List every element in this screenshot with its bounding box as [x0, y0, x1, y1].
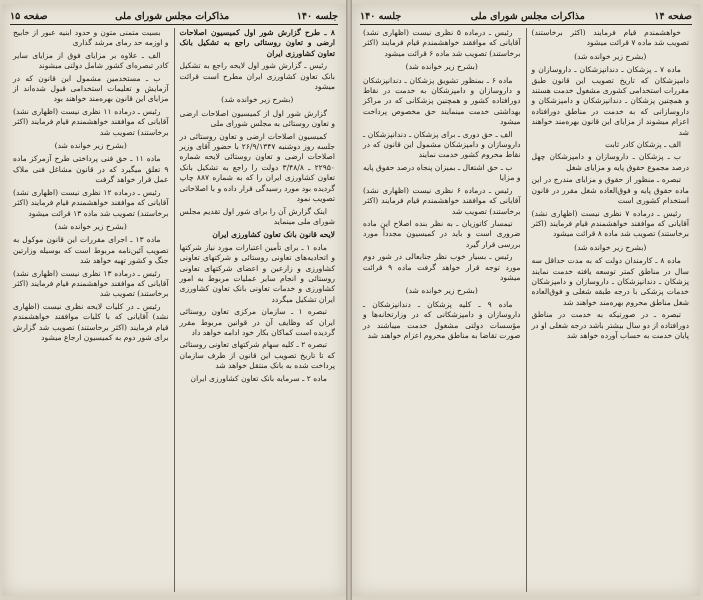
paragraph: ماده ۱ ـ برای تأمین اعتبارات مورد نیاز شرکتها و اتحادیه‌های تعاونی روستائی و شرکتهای تعاونی کشاورزی و زارعین و اعضای شرکتهای تعاونی روستائی و انجام سایر عملیات مربوط به امور کشاورزی و خدمات تعاونی بانک تعاون کشاورزی ایران تشکیل میگردد — [179, 242, 335, 304]
paragraph: رئیس ـ درماده ۱۲ نظری نیست (اظهاری نشد) آقایانی که موافقند خواهشمندم قیام فرمایند (اکثر برخاستند) تصویب شد ماده ۱۳ قرائت میشود — [13, 187, 169, 218]
paragraph: تیمسار کاتوزیان ـ به نظر بنده اصلاح این ماده ضروری است و باید در کمیسیون مجدداً مورد بررسی قرار گیرد — [363, 218, 521, 249]
paragraph: ماده ۸ ـ کارمندان دولت که به مدت حداقل سه سال در مناطق کمتر توسعه یافته خدمت نمایند پزشکان ـ دندانپزشکان ـ داروسازان و دامپزشکان خدمات پزشکی با درجه طبقه شغلی و فوق‌العاده شغل مناطق محروم بهره‌مند خواهند شد — [531, 256, 689, 307]
stage-direction: (بشرح زیر خوانده شد) — [574, 242, 647, 252]
stage-direction: (بشرح زیر خوانده شد) — [405, 62, 478, 72]
paragraph: الف ـ پزشکان کادر ثابت — [605, 140, 681, 150]
paragraph: تبصره ـ منظور از حقوق و مزایای مندرج در این ماده حقوق پایه و فوق‌العاده شغل مقرر در قانون استخدام کشوری است — [531, 175, 689, 206]
left-header-title: مذاکرات مجلس شورای ملی — [115, 10, 230, 22]
paragraph: لایحه قانون بانک تعاون کشاورزی ایران — [212, 230, 335, 240]
paragraph: ماده ۲ ـ سرمایه بانک تعاون کشاورزی ایران — [190, 373, 327, 383]
paragraph: رئیس ـ درماده ۱۳ نظری نیست (اظهاری نشد) آقایانی که موافقند خواهشمندم قیام فرمایند (اکثر برخاستند) تصویب شد — [13, 268, 169, 299]
paragraph: تبصره ۱ ـ سازمان مرکزی تعاون روستائی ایران که وظایف آن در قوانین مربوط مقرر گردیده است کماکان بکار خود ادامه خواهد داد — [179, 307, 335, 337]
paragraph: الف ـ علاوه بر مزایای فوق از مزایای سایر کادر تبصره‌ای کشور شامل دولتی میشوند — [13, 50, 169, 71]
right-page-columns — [358, 28, 694, 592]
stage-direction: (بشرح زیر خوانده شد) — [405, 286, 478, 296]
paragraph: اینک گزارش آن را برای شور اول تقدیم مجلس شورای ملی مینماید — [179, 206, 335, 226]
stage-direction: (بشرح زیر خوانده شد) — [574, 51, 647, 61]
paragraph: رئیس ـ درماده ۵ نظری نیست (اظهاری نشد) آقایانی که موافقند خواهشمندم قیام فرمایند (اکثر برخاستند) تصویب شد ماده ۶ قرائت میشود — [363, 28, 521, 58]
right-page-header — [360, 8, 692, 25]
paragraph: ب ـ حق اشتغال ـ بمیزان پنجاه درصد حقوق پایه و مزایا — [363, 162, 521, 183]
paragraph: رئیس ـ بسیار خوب نظر جنابعالی در شور دوم مورد توجه قرار خواهد گرفت ماده ۹ قرائت میشود — [363, 252, 521, 282]
paragraph: ماده ۱۳ ـ اجرای مقررات این قانون موکول به تصویب آئین‌نامه مربوط است که بوسیله وزارتین جنگ و کشور تهیه خواهد شد — [13, 235, 169, 266]
left-page-left-column — [8, 28, 175, 592]
left-session-number: جلسه ۱۴۰ — [296, 10, 338, 22]
paragraph: کمیسیون اصلاحات ارضی و تعاون روستائی در جلسه روز دوشنبه ۲۶/۹/۱۳۴۷ با حضور آقای وزیر اصلاحات ارضی و تعاون روستائی لایحه شماره ۲۲۹۵۰ ـ ۳/۴۸/۸ دولت را راجع به تشکیل بانک تعاون کشاورزی ایران را که به شماره ۸۸۷ چاپ گردیده بود مورد رسیدگی قرار داده و با اصلاحاتی تصویب نمود — [179, 131, 336, 204]
paragraph: ماده ۹ ـ کلیه پزشکان ـ دندانپزشکان ـ داروسازان و دامپزشکانی که در وزارتخانه‌ها و مؤسسات دولتی مشغول خدمت میباشند در صورت تقاضا به مناطق محروم اعزام خواهند شد — [363, 299, 521, 340]
paragraph: رئیس ـ درماده ۶ نظری نیست (اظهاری نشد) آقایانی که موافقند خواهشمندم قیام فرمایند (اکثر برخاستند) تصویب شد — [363, 185, 521, 216]
stage-direction: (بشرح زیر خوانده شد) — [54, 221, 127, 231]
paragraph: گزارش شور اول از کمیسیون اصلاحات ارضی و تعاون روستائی به مجلس شورای ملی — [179, 108, 335, 129]
paragraph: ماده ۱۱ ـ حق فنی پرداختی طرح آزمرکز ماده ۹ تعلق میگیرد که در قانون مشاغل فنی ملاک عمل قرار خواهد گرفت — [13, 154, 169, 185]
paragraph: الف ـ حق دوری ـ برای پزشکان ـ دندانپزشکان ـ داروسازان و دامپزشکان مشمول این قانون که در نقاط محروم کشور خدمت نمایند — [363, 129, 521, 160]
paragraph: تبصره ـ در صورتیکه به خدمت در مناطق دورافتاده از دو سال بیشتر باشد درجه شغلی او در پایان خدمت به حساب آورده خواهد شد — [531, 310, 689, 340]
stage-direction: (بشرح زیر خوانده شد) — [221, 95, 294, 105]
paragraph: ب ـ پزشکان ـ داروسازان و دامپزشکان چهل درصد مجموع حقوق پایه و مزایای شغل — [531, 152, 689, 172]
paragraph: رئیس ـ گزارش شور اول لایحه راجع به تشکیل بانک تعاون کشاورزی ایران مطرح است قرائت میشود — [179, 61, 335, 92]
right-header-title: مذاکرات مجلس شورای ملی — [470, 10, 585, 22]
paragraph: خواهشمندم قیام فرمایند (اکثر برخاستند) تصویب شد ماده ۷ قرائت میشود — [531, 28, 689, 48]
paragraph: ماده ۷ ـ پزشکان ـ دندانپزشکان ـ داروسازان و دامپزشکان که تاریخ تصویب این قانون طبق مقررات استخدامی کشوری مشغول خدمت هستند و همچنین پزشکان ـ دندانپزشکان و دامپزشکان و داروسازانی که به خدمت در مناطق دورافتاده اعزام میشوند از مزایای این قانون بهره‌مند خواهند شد — [531, 65, 689, 137]
stage-direction: (بشرح زیر خوانده شد) — [54, 141, 127, 151]
paragraph: ماده ۶ ـ بمنظور تشویق پزشکان ـ دندانپزشکان و داروسازان و دامپزشکان به خدمت در نقاط دورافتاده کشور و همچنین پزشکانی که در مراکز بهداشتی خدمت مینمایند حق مخصوص پرداخت میشود — [363, 75, 521, 127]
section-heading: ۸ ـ طرح گزارش شور اول کمیسیون اصلاحات ارضی و تعاون روستائی راجع به تشکیل بانک تعاون کشاورزی ایران — [179, 28, 335, 58]
left-page — [2, 4, 346, 596]
right-session-number: جلسه ۱۴۰ — [360, 10, 402, 22]
paragraph: رئیس ـ درماده ۱۱ نظری نیست (اظهاری نشد) آقایانی که موافقند خواهشمندم قیام فرمایند (اکثر برخاستند) تصویب شد — [13, 106, 169, 137]
right-page-number: صفحه ۱۴ — [654, 10, 692, 22]
left-page-right-column — [175, 28, 341, 592]
left-page-number: صفحه ۱۵ — [10, 10, 48, 22]
paragraph: رئیس ـ درماده ۷ نظری نیست (اظهاری نشد) آقایانی که موافقند خواهشمندم قیام فرمایند (اکثر برخاستند) تصویب شد ماده ۸ قرائت میشود — [531, 208, 689, 239]
right-page — [352, 4, 700, 596]
right-page-right-column — [527, 28, 695, 592]
left-page-header — [10, 8, 338, 25]
paragraph: ب ـ مستخدمین مشمول این قانون که در آزمایش و تعلیمات استخدامی قبول شده‌اند از مزایای این قانون بهره‌مند خواهند بود — [13, 73, 169, 104]
paragraph: تبصره ۲ ـ کلیه سهام شرکتهای تعاونی روستائی که تا تاریخ تصویب این قانون از طرف سازمان پرداخت شده به بانک منتقل خواهد شد — [179, 340, 335, 371]
left-page-columns — [8, 28, 340, 592]
paragraph: بسیت متمنی متون و حدود ابنیه عبور از خابیج و اوزمه حد رمای مرشد گذاری — [13, 28, 169, 48]
paragraph: رئیس ـ در کلیات لایحه نظری نیست (اظهاری نشد) آقایانی که با کلیات موافقند خواهشمندم قیام فرمایند (اکثر برخاستند) تصویب شد گزارش برای شور دوم به کمیسیون ارجاع میشود — [13, 301, 169, 342]
right-page-left-column — [358, 28, 527, 592]
